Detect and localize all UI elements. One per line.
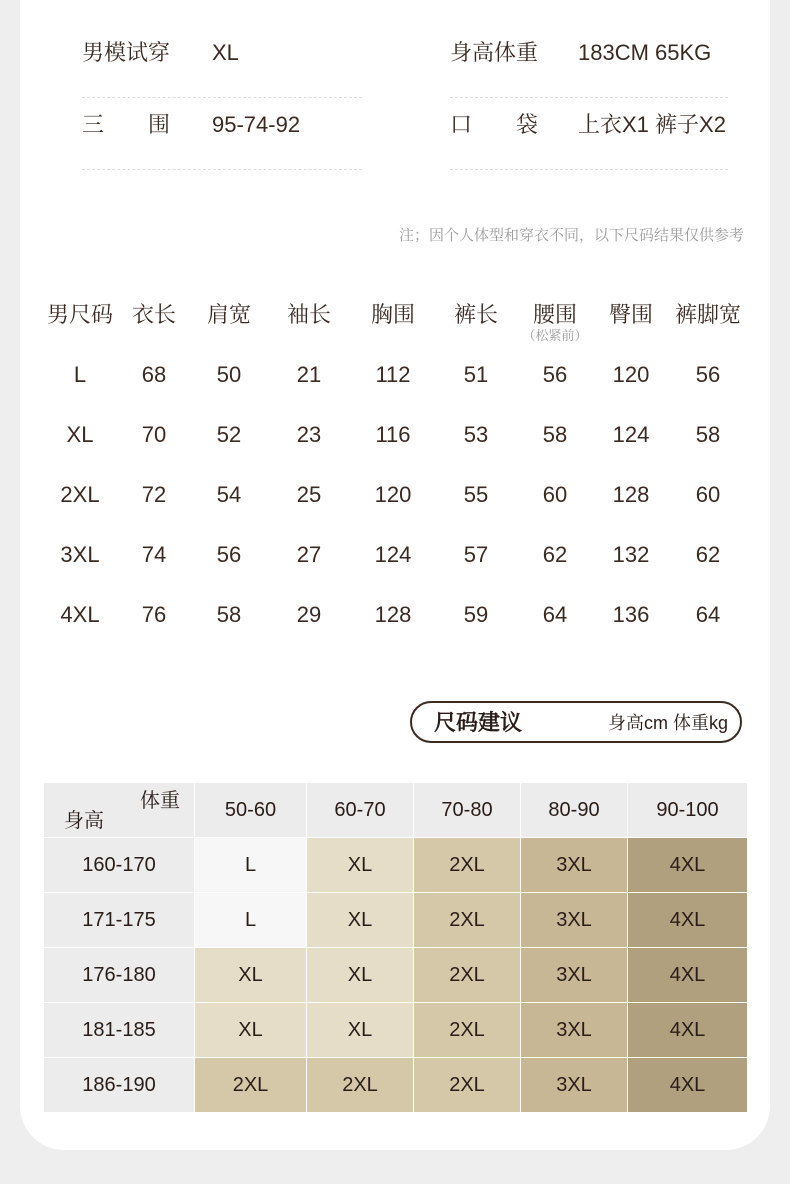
table-cell: 116: [375, 422, 411, 447]
table-cell: 59: [463, 602, 489, 627]
size-cell: XL: [307, 893, 414, 948]
table-cell: 54: [216, 482, 242, 507]
size-cell: XL: [195, 1003, 307, 1058]
size-cell: 2XL: [414, 1003, 521, 1058]
waist-note: （松紧前）: [522, 328, 588, 343]
table-cell: 124: [374, 542, 412, 567]
size-cell: 3XL: [521, 893, 628, 948]
table-cell: 56: [542, 362, 568, 387]
size-cell: 4XL: [628, 1003, 748, 1058]
size-cell: 4XL: [628, 1058, 748, 1113]
table-cell: 64: [542, 602, 568, 627]
table-cell: 60: [695, 482, 721, 507]
info-label: 三 围: [82, 112, 171, 137]
info-label: 身高体重: [450, 40, 539, 65]
height-header-cell: 186-190: [44, 1058, 195, 1113]
corner-cell: [44, 783, 195, 838]
table-cell: 136: [612, 602, 650, 627]
table-row: [40, 590, 750, 650]
divider: [82, 97, 362, 98]
size-cell: 3XL: [521, 948, 628, 1003]
header-cell: 男尺码: [46, 302, 113, 327]
table-row: [40, 410, 750, 470]
size-recommendation-grid: [44, 783, 748, 1112]
table-cell: 62: [542, 542, 568, 567]
header-cell: 腰围: [532, 302, 577, 327]
info-value: XL: [212, 40, 239, 65]
table-cell: 68: [141, 362, 167, 387]
table-cell: 51: [463, 362, 489, 387]
size-cell: 2XL: [414, 948, 521, 1003]
header-cell: 袖长: [286, 302, 331, 327]
height-header-cell: 171-175: [44, 893, 195, 948]
table-cell: 4XL: [60, 602, 100, 627]
disclaimer-note: 注；因个人体型和穿衣不同，以下尺码结果仅供参考: [398, 227, 744, 244]
model-info-size: [82, 28, 362, 98]
size-cell: XL: [307, 838, 414, 893]
table-cell: 25: [296, 482, 322, 507]
table-cell: 124: [612, 422, 650, 447]
size-table-header: [40, 290, 750, 350]
table-cell: 58: [695, 422, 721, 447]
size-cell: 4XL: [628, 838, 748, 893]
table-cell: XL: [66, 422, 94, 447]
divider: [82, 169, 362, 170]
height-header-cell: 176-180: [44, 948, 195, 1003]
header-cell: 裤脚宽: [674, 302, 741, 327]
size-cell: XL: [307, 1003, 414, 1058]
weight-header-cell: 80-90: [521, 783, 628, 838]
header-cell: 臀围: [608, 302, 653, 327]
table-cell: 60: [542, 482, 568, 507]
table-cell: 52: [216, 422, 242, 447]
table-row: [40, 350, 750, 410]
header-cell: 肩宽: [206, 302, 251, 327]
table-cell: 29: [296, 602, 322, 627]
info-label: 口 袋: [450, 112, 539, 137]
table-cell: 23: [296, 422, 322, 447]
table-cell: 128: [612, 482, 650, 507]
size-cell: L: [195, 893, 307, 948]
table-cell: 21: [296, 362, 322, 387]
table-cell: 112: [375, 362, 411, 387]
height-header-cell: 181-185: [44, 1003, 195, 1058]
header-cell: 裤长: [453, 302, 498, 327]
table-cell: 128: [374, 602, 412, 627]
table-row: [40, 530, 750, 590]
header-cell: 衣长: [131, 302, 176, 327]
model-info-measurements: [82, 100, 362, 170]
size-cell: L: [195, 838, 307, 893]
corner-weight-label: 体重: [140, 790, 180, 812]
weight-header-cell: 60-70: [307, 783, 414, 838]
table-cell: 56: [216, 542, 242, 567]
table-cell: 62: [695, 542, 721, 567]
info-label: 男模试穿: [82, 40, 171, 65]
table-cell: 56: [695, 362, 721, 387]
badge-subtitle: 身高cm 体重kg: [607, 713, 728, 733]
info-value: 上衣X1 裤子X2: [578, 112, 726, 137]
table-cell: 64: [695, 602, 721, 627]
size-cell: 2XL: [307, 1058, 414, 1113]
size-cell: 3XL: [521, 1058, 628, 1113]
table-cell: L: [73, 362, 87, 387]
info-value: 183CM 65KG: [578, 40, 712, 65]
table-cell: 3XL: [60, 542, 100, 567]
size-cell: 3XL: [521, 1003, 628, 1058]
table-cell: 58: [216, 602, 242, 627]
size-suggestion-badge: [410, 701, 742, 743]
size-cell: XL: [307, 948, 414, 1003]
table-cell: 27: [296, 542, 322, 567]
size-cell: 4XL: [628, 893, 748, 948]
table-cell: 120: [612, 362, 650, 387]
model-info-height-weight: [450, 28, 728, 98]
height-header-cell: 160-170: [44, 838, 195, 893]
size-cell: 2XL: [414, 893, 521, 948]
table-cell: 57: [463, 542, 489, 567]
header-cell: 胸围: [370, 302, 415, 327]
size-cell: 2XL: [195, 1058, 307, 1113]
corner-height-label: 身高: [64, 810, 104, 832]
table-cell: 132: [612, 542, 650, 567]
table-cell: 72: [141, 482, 167, 507]
weight-header-cell: 50-60: [195, 783, 307, 838]
model-info-pockets: [450, 100, 728, 170]
divider: [450, 169, 728, 170]
table-cell: 70: [141, 422, 167, 447]
size-cell: 4XL: [628, 948, 748, 1003]
table-cell: 2XL: [60, 482, 100, 507]
table-row: [40, 470, 750, 530]
header-cell-waist: [514, 290, 596, 350]
table-cell: 50: [216, 362, 242, 387]
table-cell: 53: [463, 422, 489, 447]
table-cell: 74: [141, 542, 167, 567]
table-cell: 55: [463, 482, 489, 507]
size-cell: XL: [195, 948, 307, 1003]
weight-header-cell: 70-80: [414, 783, 521, 838]
size-cell: 2XL: [414, 838, 521, 893]
divider: [450, 97, 728, 98]
weight-header-cell: 90-100: [628, 783, 748, 838]
size-cell: 2XL: [414, 1058, 521, 1113]
badge-title: 尺码建议: [434, 710, 523, 735]
size-cell: 3XL: [521, 838, 628, 893]
table-cell: 58: [542, 422, 568, 447]
info-value: 95-74-92: [212, 112, 301, 137]
table-cell: 120: [374, 482, 412, 507]
table-cell: 76: [141, 602, 167, 627]
